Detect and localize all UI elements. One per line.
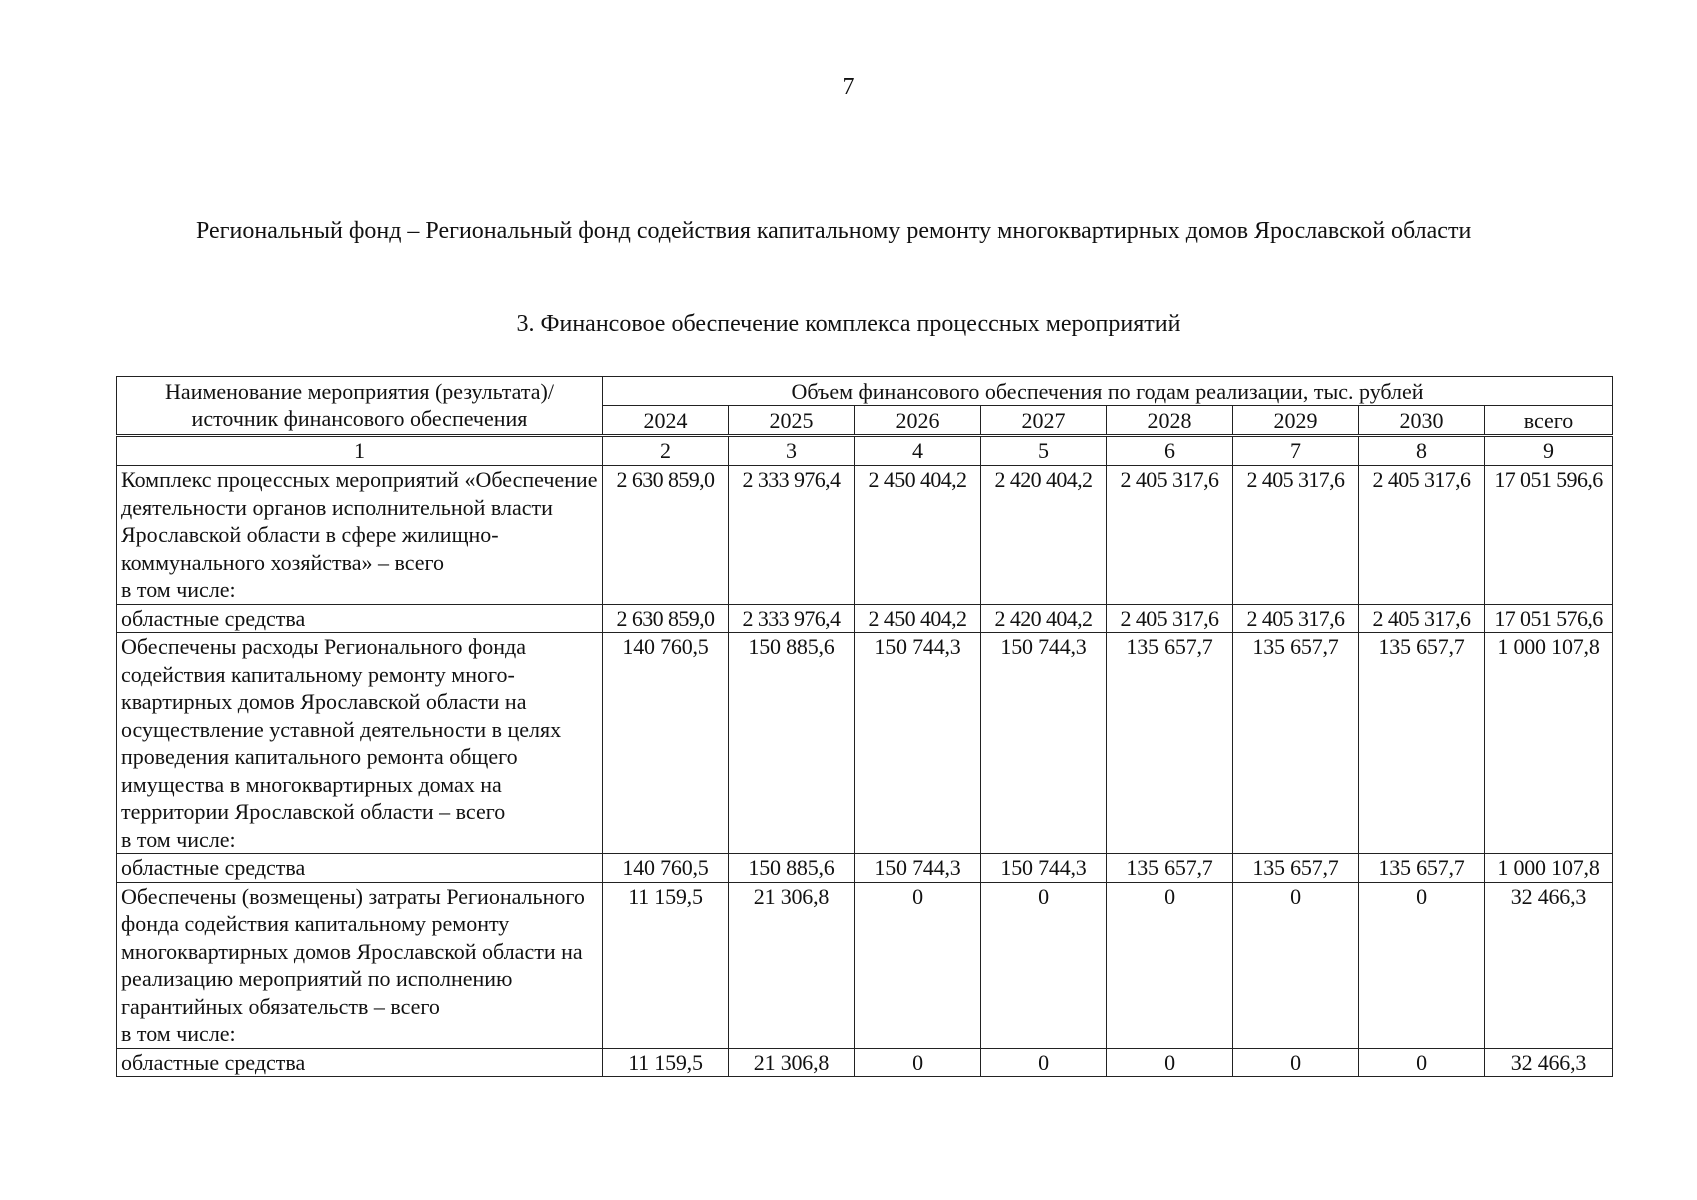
column-number: 5 bbox=[981, 436, 1107, 466]
total-cell: 32 466,3 bbox=[1485, 882, 1613, 1048]
column-number: 7 bbox=[1233, 436, 1359, 466]
column-number: 1 bbox=[117, 436, 603, 466]
value-cell: 135 657,7 bbox=[1233, 633, 1359, 854]
page-number: 7 bbox=[842, 74, 855, 100]
row-name: областные средства bbox=[117, 854, 603, 883]
value-cell: 0 bbox=[981, 882, 1107, 1048]
header-volume-cell: Объем финансового обеспечения по годам реализации, тыс. рублей bbox=[603, 377, 1613, 406]
value-cell: 150 744,3 bbox=[855, 633, 981, 854]
value-cell: 2 630 859,0 bbox=[603, 604, 729, 633]
value-cell: 21 306,8 bbox=[729, 1048, 855, 1077]
value-cell: 0 bbox=[1107, 1048, 1233, 1077]
value-cell: 2 405 317,6 bbox=[1107, 466, 1233, 605]
value-cell: 135 657,7 bbox=[1107, 854, 1233, 883]
value-cell: 2 333 976,4 bbox=[729, 466, 855, 605]
intro-paragraph: Региональный фонд – Региональный фонд содействия капитальному ремонту многоквартирных домов Ярославской области bbox=[196, 218, 1472, 244]
value-cell: 135 657,7 bbox=[1233, 854, 1359, 883]
value-cell: 0 bbox=[1359, 1048, 1485, 1077]
value-cell: 0 bbox=[855, 882, 981, 1048]
header-total: всего bbox=[1485, 406, 1613, 436]
header-year: 2030 bbox=[1359, 406, 1485, 436]
total-cell: 17 051 576,6 bbox=[1485, 604, 1613, 633]
header-year: 2026 bbox=[855, 406, 981, 436]
column-numbers-row bbox=[117, 436, 1613, 466]
column-number: 8 bbox=[1359, 436, 1485, 466]
value-cell: 2 405 317,6 bbox=[1359, 604, 1485, 633]
header-year: 2028 bbox=[1107, 406, 1233, 436]
value-cell: 2 450 404,2 bbox=[855, 604, 981, 633]
total-cell: 1 000 107,8 bbox=[1485, 854, 1613, 883]
value-cell: 150 744,3 bbox=[855, 854, 981, 883]
value-cell: 2 405 317,6 bbox=[1107, 604, 1233, 633]
value-cell: 2 630 859,0 bbox=[603, 466, 729, 605]
value-cell: 21 306,8 bbox=[729, 882, 855, 1048]
value-cell: 135 657,7 bbox=[1359, 854, 1485, 883]
column-number: 2 bbox=[603, 436, 729, 466]
value-cell: 2 450 404,2 bbox=[855, 466, 981, 605]
value-cell: 2 420 404,2 bbox=[981, 604, 1107, 633]
table-row bbox=[117, 1048, 1613, 1077]
total-cell: 17 051 596,6 bbox=[1485, 466, 1613, 605]
value-cell: 135 657,7 bbox=[1359, 633, 1485, 854]
value-cell: 2 405 317,6 bbox=[1233, 604, 1359, 633]
table-row bbox=[117, 466, 1613, 605]
total-cell: 32 466,3 bbox=[1485, 1048, 1613, 1077]
value-cell: 140 760,5 bbox=[603, 633, 729, 854]
value-cell: 2 420 404,2 bbox=[981, 466, 1107, 605]
row-name: областные средства bbox=[117, 604, 603, 633]
value-cell: 0 bbox=[1107, 882, 1233, 1048]
value-cell: 0 bbox=[1233, 1048, 1359, 1077]
header-year: 2025 bbox=[729, 406, 855, 436]
row-name: Комплекс процессных мероприятий «Обеспечение деятельности органов исполнительной власти Ярославской области в сфере жилищно-коммунального хозяйства» – всего в том числе: bbox=[117, 466, 603, 605]
row-name: Обеспечены расходы Регионального фонда содействия капитальному ремонту много-квартирных домов Ярославской области на осуществление уставной деятельности в целях проведения капитального ремонта общего имущества в многоквартирных домах на территории Ярославской области – всего в том числе: bbox=[117, 633, 603, 854]
column-number: 9 bbox=[1485, 436, 1613, 466]
header-year: 2027 bbox=[981, 406, 1107, 436]
value-cell: 0 bbox=[1359, 882, 1485, 1048]
total-cell: 1 000 107,8 bbox=[1485, 633, 1613, 854]
value-cell: 2 405 317,6 bbox=[1233, 466, 1359, 605]
row-name: областные средства bbox=[117, 1048, 603, 1077]
column-number: 3 bbox=[729, 436, 855, 466]
value-cell: 2 405 317,6 bbox=[1359, 466, 1485, 605]
table-row bbox=[117, 854, 1613, 883]
column-number: 4 bbox=[855, 436, 981, 466]
section-title: 3. Финансовое обеспечение комплекса процессных мероприятий bbox=[516, 311, 1181, 337]
value-cell: 11 159,5 bbox=[603, 1048, 729, 1077]
value-cell: 135 657,7 bbox=[1107, 633, 1233, 854]
table-row bbox=[117, 633, 1613, 854]
header-year: 2024 bbox=[603, 406, 729, 436]
financing-table bbox=[116, 376, 1613, 1077]
value-cell: 0 bbox=[981, 1048, 1107, 1077]
table-row bbox=[117, 882, 1613, 1048]
header-name-cell: Наименование мероприятия (результата)/ источник финансового обеспечения bbox=[117, 377, 603, 436]
value-cell: 0 bbox=[855, 1048, 981, 1077]
header-year: 2029 bbox=[1233, 406, 1359, 436]
value-cell: 150 744,3 bbox=[981, 854, 1107, 883]
row-name: Обеспечены (возмещены) затраты Регионального фонда содействия капитальному ремонту многоквартирных домов Ярославской области на реализацию мероприятий по исполнению гарантийных обязательств – всего в том числе: bbox=[117, 882, 603, 1048]
value-cell: 140 760,5 bbox=[603, 854, 729, 883]
value-cell: 2 333 976,4 bbox=[729, 604, 855, 633]
table-row bbox=[117, 604, 1613, 633]
value-cell: 150 885,6 bbox=[729, 633, 855, 854]
column-number: 6 bbox=[1107, 436, 1233, 466]
value-cell: 11 159,5 bbox=[603, 882, 729, 1048]
value-cell: 150 744,3 bbox=[981, 633, 1107, 854]
value-cell: 0 bbox=[1233, 882, 1359, 1048]
value-cell: 150 885,6 bbox=[729, 854, 855, 883]
